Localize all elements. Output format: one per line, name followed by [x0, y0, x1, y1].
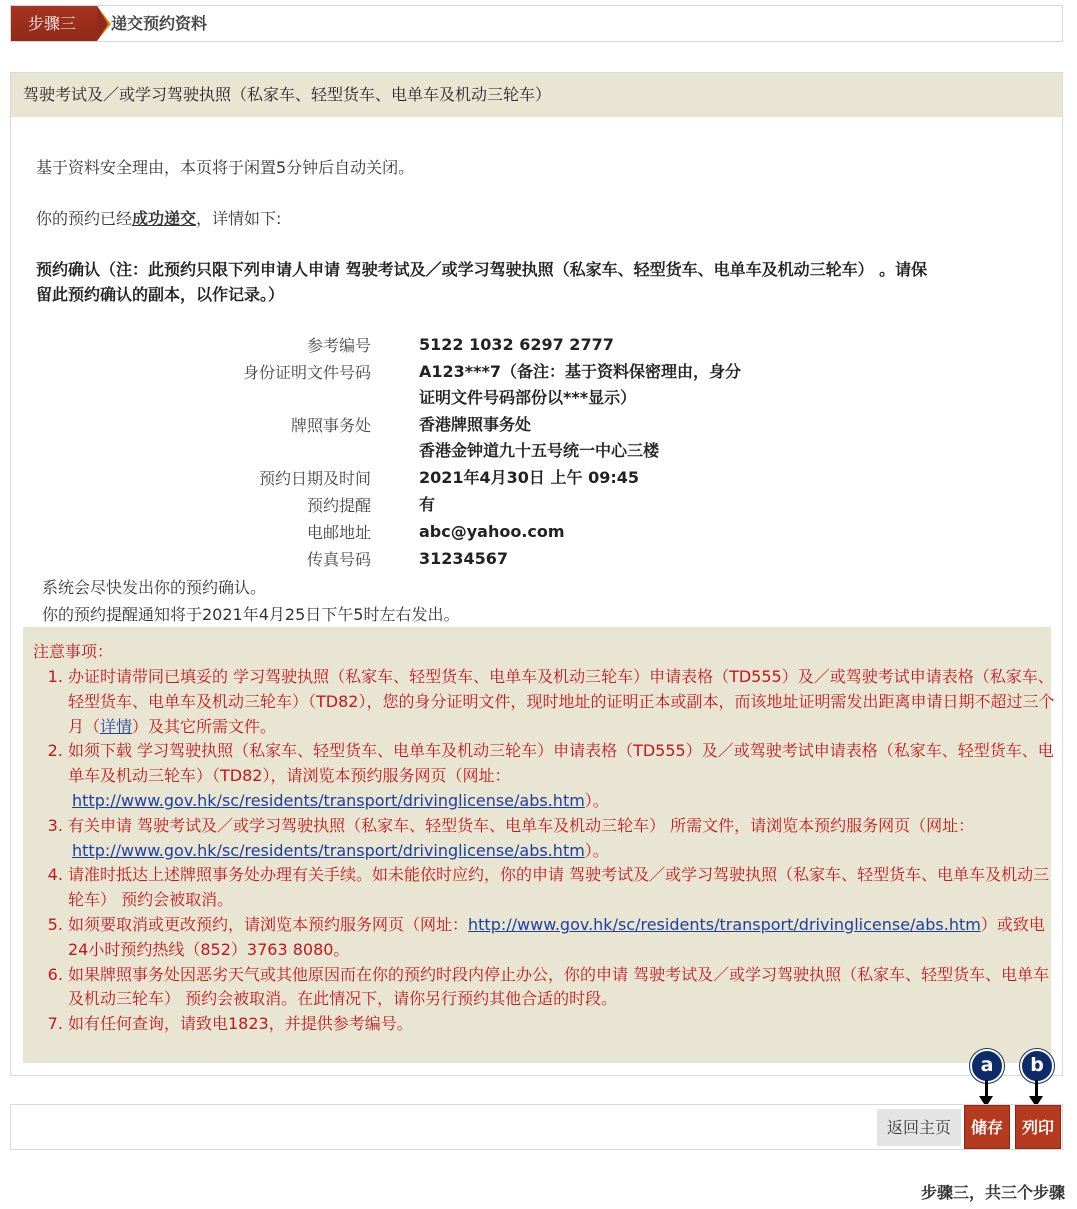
note-3-text: 有关申请 驾驶考试及／或学习驾驶执照（私家车、轻型货车、电单车及机动三轮车） 所需文件，请浏览本预约服务网页（网址： [68, 815, 975, 835]
callout-marker-a: a [970, 1049, 1004, 1083]
fax-value: 31234567 [419, 549, 509, 568]
reminder-value: 有 [419, 495, 436, 514]
note-item [68, 665, 1058, 739]
note-1-text: 办证时请带同已填妥的 学习驾驶执照（私家车、轻型货车、电单车及机动三轮车）申请表格（TD555）及／或驾驶考试申请表格（私家车、轻型货车、电单车及机动三轮车）（TD82），您的身分证明文件，现时地址的证明正本或副本，而该地址证明需发出距离申请日期不超过三个月（ [68, 667, 1055, 736]
email-value: abc@yahoo.com [419, 522, 565, 541]
note-item [68, 814, 1058, 864]
reference-label: 参考编号 [306, 336, 371, 355]
id-note-line-2: 证明文件号码部份以***显示） [419, 388, 637, 407]
details-link[interactable]: 详情 [100, 716, 133, 736]
confirmation-sent-notice: 系统会尽快发出你的预约确认。 [42, 578, 267, 597]
confirmation-panel [10, 72, 1063, 1076]
note-item: 4. 请准时抵达上述牌照事务处办理有关手续。如未能依时应约，你的申请 驾驶考试及／或学习驾驶执照（私家车、轻型货车、电单车及机动三轮车） 预约会被取消。 [68, 863, 1058, 913]
fax-label: 传真号码 [306, 550, 371, 569]
office-value-block [419, 412, 659, 464]
id-value-block [419, 359, 741, 411]
id-label: 身份证明文件号码 [242, 363, 371, 382]
confirmation-heading [36, 257, 1046, 307]
abs-website-link[interactable]: http://www.gov.hk/sc/residents/transport/drivinglicense/abs.htm [72, 790, 585, 810]
step-title: 递交预约资料 [111, 14, 208, 33]
notes-box [23, 627, 1055, 1063]
submission-status [36, 206, 281, 229]
note-2-end: ）。 [584, 790, 609, 810]
confirmation-line-1: 预约确认（注：此预约只限下列申请人申请 驾驶考试及／或学习驾驶执照（私家车、轻型货车、电单车及机动三轮车） 。请保 [36, 260, 928, 279]
reference-value: 5122 1032 6297 2777 [419, 335, 614, 354]
note-item [68, 913, 1058, 963]
notes-list [50, 665, 1058, 1037]
save-button[interactable]: 储存 [964, 1105, 1010, 1149]
abs-website-link[interactable]: http://www.gov.hk/sc/residents/transport/drivinglicense/abs.htm [468, 914, 981, 934]
note-5-text: 如须要取消或更改预约，请浏览本预约服务网页（网址： [68, 914, 469, 934]
confirmation-line-2: 留此预约确认的副本，以作记录。） [36, 285, 285, 304]
reminder-label: 预约提醒 [306, 496, 371, 515]
note-5-end: ）或致电24小时预约热线（852）3763 8080。 [68, 914, 1045, 959]
note-2-url-line [68, 789, 1058, 814]
note-3-url-line [68, 839, 1058, 864]
submission-prefix: 你的预约已经 [36, 209, 133, 228]
panel-header: 驾驶考试及／或学习驾驶执照（私家车、轻型货车、电单车及机动三轮车） [11, 73, 1062, 117]
submission-emphasis: 成功递交 [132, 209, 197, 228]
office-address: 香港金钟道九十五号统一中心三楼 [419, 441, 660, 460]
reminder-sent-notice: 你的预约提醒通知将于2021年4月25日下午5时左右发出。 [42, 605, 460, 624]
note-1-end: ）及其它所需文件。 [132, 716, 277, 736]
note-2-text: 如须下载 学习驾驶执照（私家车、轻型货车、电单车及机动三轮车）申请表格（TD555）及／或驾驶考试申请表格（私家车、轻型货车、电单车及机动三轮车）（TD82），请浏览本预约服务网页（网址： [68, 741, 1054, 786]
security-notice: 基于资料安全理由，本页将于闲置5分钟后自动关闭。 [36, 158, 415, 177]
print-button[interactable]: 列印 [1015, 1105, 1061, 1149]
email-label: 电邮地址 [306, 523, 371, 542]
callout-marker-b: b [1020, 1049, 1054, 1083]
id-value: A123***7 [419, 362, 502, 381]
office-name: 香港牌照事务处 [419, 415, 532, 434]
office-label: 牌照事务处 [290, 416, 371, 435]
abs-website-link[interactable]: http://www.gov.hk/sc/residents/transport/drivinglicense/abs.htm [72, 840, 585, 860]
notes-title: 注意事项： [33, 642, 114, 661]
datetime-label: 预约日期及时间 [258, 469, 371, 488]
datetime-value: 2021年4月30日 上午 09:45 [419, 468, 640, 487]
action-bar [10, 1104, 1063, 1150]
step-indicator: 步骤三 [11, 6, 97, 41]
id-note-line-1: （备注：基于资料保密理由，身分 [501, 362, 742, 381]
note-item: 6. 如果牌照事务处因恶劣天气或其他原因而在你的预约时段内停止办公，你的申请 驾驶考试及／或学习驾驶执照（私家车、轻型货车、电单车及机动三轮车） 预约会被取消。在此情况下，请你另行预约其他合适的时段。 [68, 963, 1058, 1013]
note-item: 7. 如有任何查询，请致电1823，并提供参考编号。 [68, 1012, 1058, 1037]
back-to-home-button[interactable]: 返回主页 [877, 1109, 961, 1146]
step-progress: 步骤三，共三个步骤 [920, 1183, 1065, 1202]
step-bar [10, 5, 1063, 42]
note-3-end: ）。 [584, 840, 609, 860]
submission-suffix: ，详情如下: [196, 209, 282, 228]
note-item [68, 739, 1058, 813]
